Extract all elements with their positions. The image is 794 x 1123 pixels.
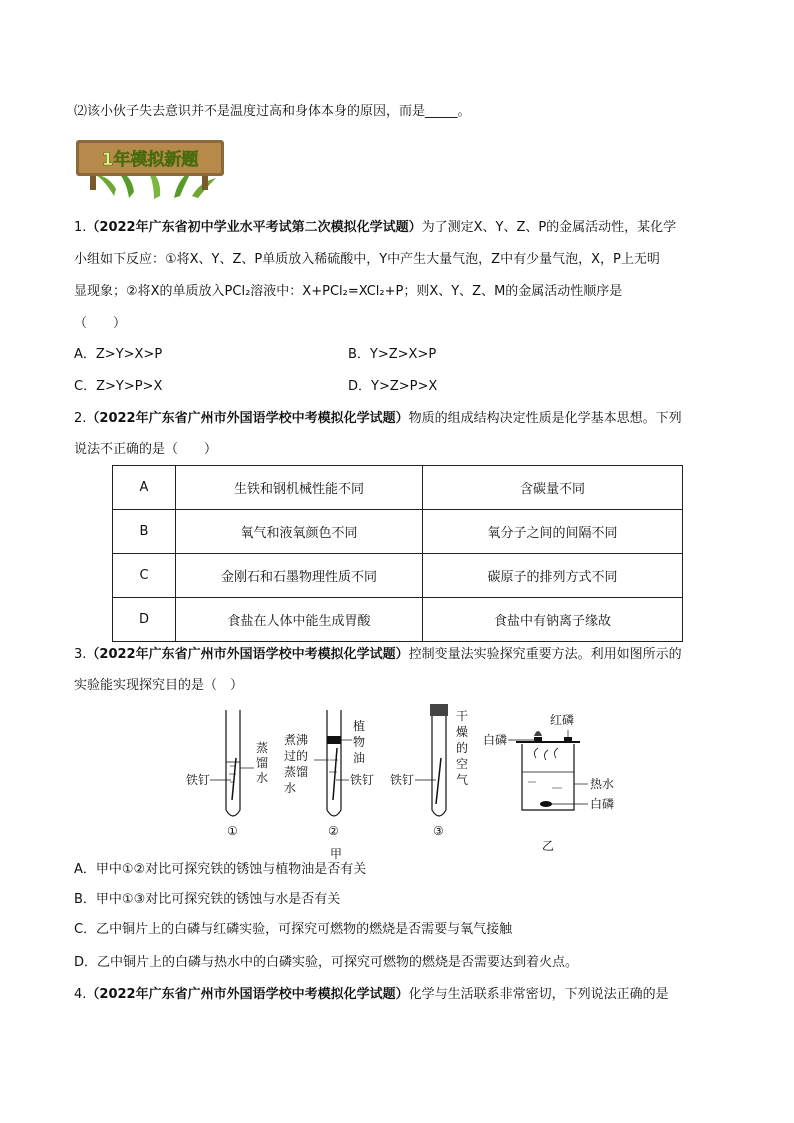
q1-option-a[interactable]: A．Z>Y>X>P [74, 347, 163, 362]
q4-line1 [74, 987, 734, 1003]
red-phosphorus-label: 红磷 [550, 713, 575, 727]
oil-layer [327, 736, 341, 744]
flame-icon [534, 731, 542, 736]
t3-air-3: 的 [456, 741, 469, 755]
table-row[interactable] [113, 598, 683, 642]
row-fact: 金刚石和石墨物理性质不同 [176, 554, 423, 598]
t2-boiled-4: 水 [284, 781, 297, 795]
row-option: A [113, 466, 176, 510]
section-banner [74, 134, 234, 204]
row-reason: 氧分子之间的间隔不同 [423, 510, 683, 554]
q4-stem-start: 化学与生活联系非常密切，下列说法正确的是 [408, 987, 669, 1002]
stopper [430, 704, 448, 716]
q3-stem-start: 控制变量法实验探究重要方法。利用如图所示的 [408, 647, 682, 662]
t3-air-5: 气 [456, 773, 469, 787]
q2-source: （2022年广东省广州市外国语学校中考模拟化学试题） [86, 411, 409, 426]
row-reason: 含碳量不同 [423, 466, 683, 510]
q3-option-c[interactable]: C．乙中铜片上的白磷与红磷实验，可探究可燃物的燃烧是否需要与氧气接触 [74, 922, 513, 937]
row-option: B [113, 510, 176, 554]
q2-number: 2. [74, 411, 87, 426]
t2-oil-3: 油 [353, 751, 366, 765]
row-reason: 食盐中有钠离子缘故 [423, 598, 683, 642]
t1-water-2: 馏 [256, 756, 269, 770]
q1-line1 [74, 220, 734, 236]
t3-air-4: 空 [456, 757, 469, 771]
q1-answer-blank: （ ） [74, 316, 127, 331]
q1-option-b[interactable]: B．Y>Z>X>P [348, 347, 437, 362]
iron-nail-1 [232, 758, 236, 800]
banner-title: 1年模拟新题 [101, 150, 199, 170]
t2-boiled-1: 煮沸 [284, 733, 309, 747]
t1-nail-label: 铁钉 [186, 773, 211, 787]
test-tube-1 [210, 710, 240, 816]
q3-figure [180, 700, 640, 864]
row-fact: 氧气和液氧颜色不同 [176, 510, 423, 554]
test-tube-3 [415, 704, 448, 816]
q4-number: 4. [74, 987, 87, 1002]
q2-line1 [74, 411, 734, 427]
q4-source: （2022年广东省广州市外国语学校中考模拟化学试题） [86, 987, 409, 1002]
t1-water-1: 蒸 [256, 741, 269, 755]
q2-stem-start: 物质的组成结构决定性质是化学基本思想。下列 [408, 411, 682, 426]
table-row[interactable] [113, 466, 683, 510]
q3-number: 3. [74, 647, 87, 662]
q3-option-b[interactable]: B．甲中①③对比可探究铁的锈蚀与水是否有关 [74, 892, 341, 907]
q1-number: 1. [74, 220, 87, 235]
t2-oil-1: 植 [353, 719, 366, 733]
q3-line2: 实验能实现探究目的是（ ） [74, 678, 244, 693]
q1-option-c[interactable]: C．Z>Y>P>X [74, 379, 163, 394]
t2-boiled-2: 过的 [284, 749, 309, 763]
q1-option-d[interactable]: D．Y>Z>P>X [348, 379, 438, 394]
t2-oil-2: 物 [353, 735, 366, 749]
q3-line1 [74, 647, 734, 663]
q1-source: （2022年广东省初中学业水平考试第二次模拟化学试题） [86, 220, 422, 235]
t3-nail-label: 铁钉 [390, 773, 415, 787]
t2-nail-label: 铁钉 [350, 773, 375, 787]
q3-source: （2022年广东省广州市外国语学校中考模拟化学试题） [86, 647, 409, 662]
q3-option-a[interactable]: A．甲中①②对比可探究铁的锈蚀与植物油是否有关 [74, 862, 367, 877]
intro-question: ⑵该小伙子失去意识并不是温度过高和身体本身的原因，而是_____。 [74, 104, 471, 119]
q2-options-table [112, 465, 683, 642]
t1-number: ① [227, 824, 238, 838]
hot-water-label: 热水 [590, 777, 615, 791]
row-reason: 碳原子的排列方式不同 [423, 554, 683, 598]
t1-water-3: 水 [256, 771, 269, 785]
t2-boiled-3: 蒸馏 [284, 765, 309, 779]
test-tube-2 [327, 710, 341, 816]
table-row[interactable] [113, 554, 683, 598]
row-option: D [113, 598, 176, 642]
t3-number: ③ [433, 824, 444, 838]
row-fact: 生铁和钢机械性能不同 [176, 466, 423, 510]
t3-air-1: 干 [456, 709, 469, 723]
row-fact: 食盐在人体中能生成胃酸 [176, 598, 423, 642]
figure-jia-label: 甲 [330, 847, 343, 860]
q2-line2: 说法不正确的是（ ） [74, 442, 218, 457]
q1-stem-start: 为了测定X、Y、Z、P的金属活动性，某化学 [421, 220, 677, 235]
q1-line3: 显现象；②将X的单质放入PCl₂溶液中：X+PCl₂=XCl₂+P；则X、Y、Z、M的金属活动性顺序是 [74, 284, 623, 299]
iron-nail-3 [436, 758, 441, 804]
figure-yi-label: 乙 [542, 839, 555, 853]
q3-option-d[interactable]: D．乙中铜片上的白磷与热水中的白磷实验，可探究可燃物的燃烧是否需要达到着火点。 [74, 955, 579, 970]
iron-nail-2 [333, 748, 337, 800]
q1-line2: 小组如下反应：①将X、Y、Z、P单质放入稀硫酸中，Y中产生大量气泡，Z中有少量气泡，X，P上无明 [74, 252, 660, 267]
row-option: C [113, 554, 176, 598]
table-row[interactable] [113, 510, 683, 554]
white-phosphorus-label: 白磷 [483, 733, 508, 747]
beaker-setup [508, 730, 588, 810]
white-phosphorus-label-2: 白磷 [590, 797, 615, 811]
t2-number: ② [328, 824, 339, 838]
t3-air-2: 燥 [456, 725, 469, 739]
